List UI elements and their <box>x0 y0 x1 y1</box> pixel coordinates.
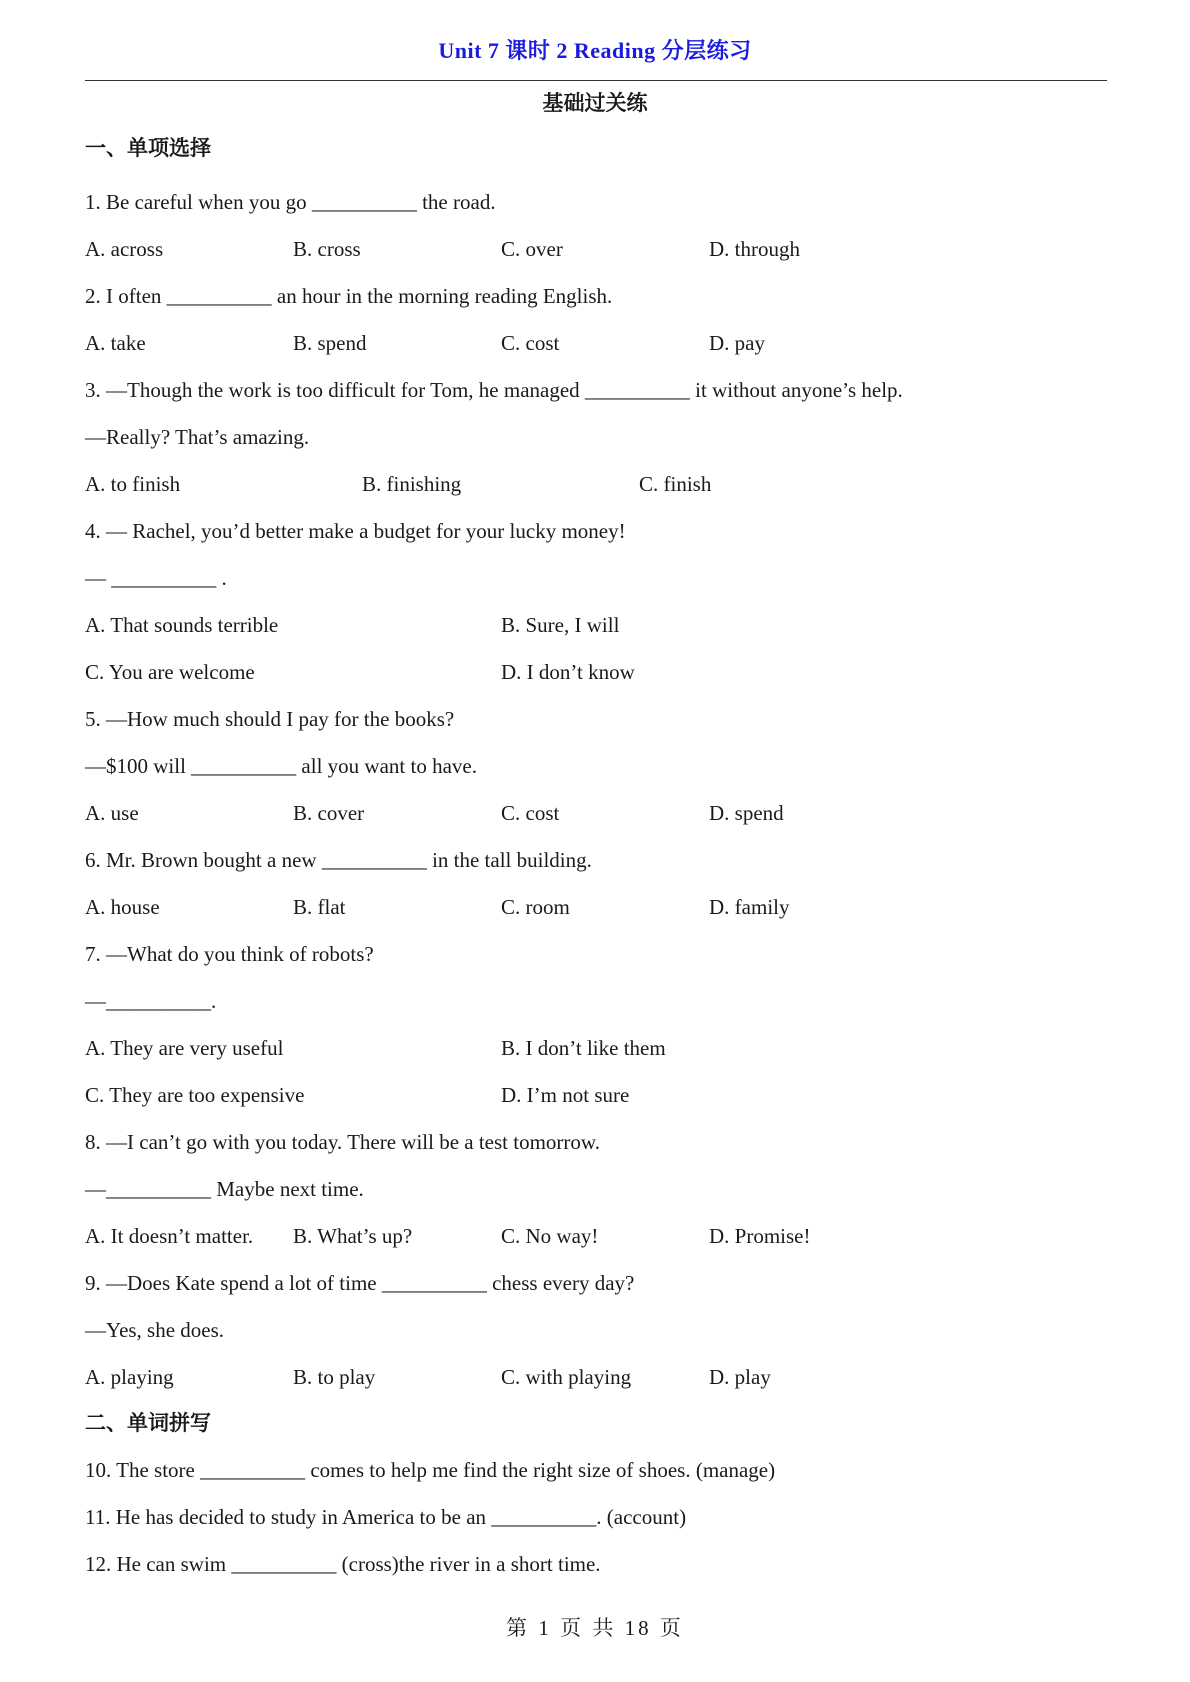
q6-option-a[interactable]: A. house <box>85 895 160 919</box>
question-5-reply: —$100 will __________ all you want to have. <box>85 754 477 778</box>
q7-option-d[interactable]: D. I’m not sure <box>501 1083 630 1107</box>
question-4-reply: — __________ . <box>85 566 227 590</box>
q2-option-d[interactable]: D. pay <box>709 331 765 355</box>
q4-option-b[interactable]: B. Sure, I will <box>501 613 620 637</box>
q6-option-b[interactable]: B. flat <box>293 895 346 919</box>
q8-option-b[interactable]: B. What’s up? <box>293 1224 413 1248</box>
q4-option-a[interactable]: A. That sounds terrible <box>85 613 279 637</box>
q1-option-a[interactable]: A. across <box>85 237 164 261</box>
q5-option-c[interactable]: C. cost <box>501 801 560 825</box>
q4-option-c[interactable]: C. You are welcome <box>85 660 255 684</box>
q3-option-a[interactable]: A. to finish <box>85 472 181 496</box>
question-2-stem: 2. I often __________ an hour in the morning reading English. <box>85 284 613 308</box>
q8-option-c[interactable]: C. No way! <box>501 1224 599 1248</box>
q5-option-d[interactable]: D. spend <box>709 801 784 825</box>
q1-option-d[interactable]: D. through <box>709 237 800 261</box>
q9-option-b[interactable]: B. to play <box>293 1365 376 1389</box>
spelling-item-10: 10. The store __________ comes to help me find the right size of shoes. (manage) <box>85 1458 776 1482</box>
question-5-stem: 5. —How much should I pay for the books? <box>85 707 455 731</box>
q9-option-c[interactable]: C. with playing <box>501 1365 632 1389</box>
page-footer: 第 1 页 共 18 页 <box>506 1616 684 1640</box>
q2-option-a[interactable]: A. take <box>85 331 146 355</box>
q7-option-c[interactable]: C. They are too expensive <box>85 1083 305 1107</box>
spelling-item-12: 12. He can swim __________ (cross)the river in a short time. <box>85 1552 601 1576</box>
q6-option-d[interactable]: D. family <box>709 895 790 919</box>
question-9-stem: 9. —Does Kate spend a lot of time __________ chess every day? <box>85 1271 635 1295</box>
q1-option-b[interactable]: B. cross <box>293 237 361 261</box>
q5-option-b[interactable]: B. cover <box>293 801 365 825</box>
question-4-stem: 4. — Rachel, you’d better make a budget for your lucky money! <box>85 519 626 543</box>
q3-option-b[interactable]: B. finishing <box>362 472 462 496</box>
q3-option-c[interactable]: C. finish <box>639 472 712 496</box>
q5-option-a[interactable]: A. use <box>85 801 139 825</box>
page-title: Unit 7 课时 2 Reading 分层练习 <box>438 38 752 63</box>
question-3-stem: 3. —Though the work is too difficult for Tom, he managed __________ it without anyone’s help. <box>85 378 903 402</box>
q6-option-c[interactable]: C. room <box>501 895 570 919</box>
q2-option-b[interactable]: B. spend <box>293 331 367 355</box>
question-7-stem: 7. —What do you think of robots? <box>85 942 374 966</box>
question-1-stem: 1. Be careful when you go __________ the road. <box>85 190 496 214</box>
section-heading-2: 二、单词拼写 <box>85 1411 211 1435</box>
question-7-reply: —__________. <box>85 989 217 1013</box>
q4-option-d[interactable]: D. I don’t know <box>501 660 635 684</box>
question-8-reply: —__________ Maybe next time. <box>85 1177 364 1201</box>
q9-option-d[interactable]: D. play <box>709 1365 771 1389</box>
q8-option-a[interactable]: A. It doesn’t matter. <box>85 1224 254 1248</box>
q1-option-c[interactable]: C. over <box>501 237 563 261</box>
q9-option-a[interactable]: A. playing <box>85 1365 174 1389</box>
section-heading-1: 一、单项选择 <box>85 136 211 160</box>
q7-option-b[interactable]: B. I don’t like them <box>501 1036 666 1060</box>
section-subtitle: 基础过关练 <box>542 91 648 115</box>
q2-option-c[interactable]: C. cost <box>501 331 560 355</box>
question-3-reply: —Really? That’s amazing. <box>85 425 310 449</box>
q7-option-a[interactable]: A. They are very useful <box>85 1036 284 1060</box>
question-6-stem: 6. Mr. Brown bought a new __________ in the tall building. <box>85 848 592 872</box>
q8-option-d[interactable]: D. Promise! <box>709 1224 811 1248</box>
spelling-item-11: 11. He has decided to study in America to be an __________. (account) <box>85 1505 687 1529</box>
question-8-stem: 8. —I can’t go with you today. There will be a test tomorrow. <box>85 1130 600 1154</box>
header-divider <box>85 80 1107 81</box>
question-9-reply: —Yes, she does. <box>85 1318 225 1342</box>
